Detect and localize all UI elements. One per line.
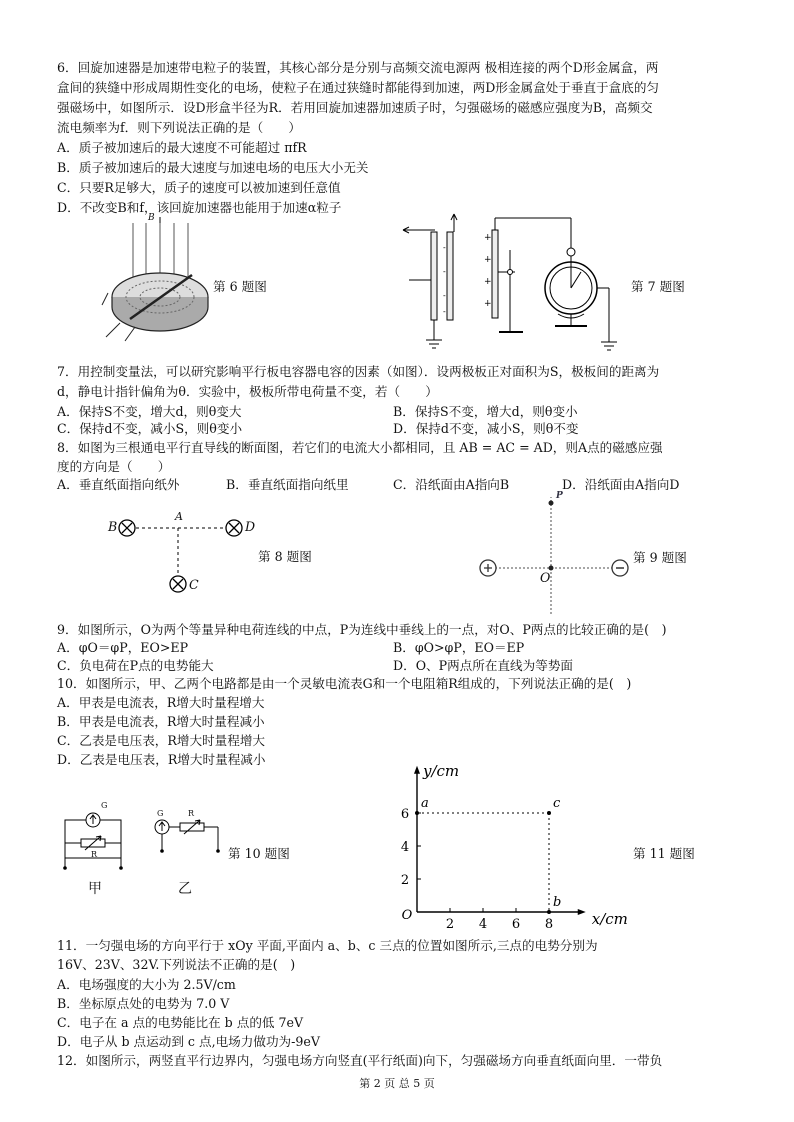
point-a bbox=[415, 811, 419, 815]
wires-figure bbox=[105, 515, 265, 595]
x-tick-label: 4 bbox=[478, 917, 488, 932]
jia-label: 甲 bbox=[88, 881, 102, 897]
svg-text:-: - bbox=[443, 307, 446, 316]
y-axis-arrow bbox=[414, 766, 420, 774]
q8-option-c: C．沿纸面由A指向B bbox=[393, 477, 510, 492]
q9-line1: 9．如图所示，O为两个等量异种电荷连线的中点，P为连线中垂线上的一点，对O、P两点的比较正确的是( ) bbox=[57, 622, 667, 637]
cyclotron-b-label: B bbox=[148, 213, 155, 223]
jia-r-label: R bbox=[91, 850, 98, 859]
svg-text:-: - bbox=[443, 243, 446, 252]
q11-line1: 11．一匀强电场的方向平行于 xOy 平面,平面内 a、b、c 三点的位置如图所示,三点的电势分别为 bbox=[57, 938, 598, 953]
x-tick-label: 2 bbox=[445, 917, 455, 932]
svg-text:-: - bbox=[443, 291, 446, 300]
q10-option-d: D．乙表是电压表，R增大时量程减小 bbox=[57, 752, 266, 767]
x-axis-arrow bbox=[578, 909, 586, 915]
q7-option-b: B．保持S不变，增大d，则θ变小 bbox=[393, 404, 578, 419]
q11-option-a: A．电场强度的大小为 2.5V/cm bbox=[57, 977, 236, 992]
fig11-caption: 第 11 题图 bbox=[633, 846, 695, 861]
svg-text:+: + bbox=[484, 299, 492, 309]
wire-c-label: C bbox=[189, 577, 199, 592]
q9-option-c: C．负电荷在P点的电势能大 bbox=[57, 658, 214, 673]
q6-line3: 强磁场中，如图所示．设D形盒半径为R．若用回旋加速器加速质子时，匀强磁场的磁感应强度为B，高频交 bbox=[57, 100, 653, 115]
q11-option-d: D．电子从 b 点运动到 c 点,电场力做功为-9eV bbox=[57, 1034, 320, 1049]
cyclotron-figure bbox=[100, 215, 215, 345]
q9-option-d: D．O、P两点所在直线为等势面 bbox=[393, 658, 574, 673]
x-axis-label: x/cm bbox=[591, 910, 628, 928]
q6-line4: 流电频率为f．则下列说法正确的是（ ） bbox=[57, 120, 301, 135]
point-o-label: O bbox=[540, 570, 551, 585]
y-tick-label: 6 bbox=[400, 807, 410, 822]
point-p-label: P bbox=[556, 491, 563, 501]
q8-line2: 度的方向是（ ） bbox=[57, 459, 171, 474]
svg-text:+: + bbox=[484, 233, 492, 243]
fig7-caption: 第 7 题图 bbox=[631, 279, 685, 294]
origin-label: O bbox=[401, 908, 413, 923]
q7-line1: 7．用控制变量法，可以研究影响平行板电容器电容的因素（如图）．设两极板正对面积为S，极板间的距离为 bbox=[57, 364, 660, 379]
q6-option-c: C．只要R足够大，质子的速度可以被加速到任意值 bbox=[57, 180, 341, 195]
q9-option-a: A．φO＝φP，EO>EP bbox=[57, 640, 189, 655]
q10-option-a: A．甲表是电流表，R增大时量程增大 bbox=[57, 695, 265, 710]
q10-line1: 10．如图所示，甲、乙两个电路都是由一个灵敏电流表G和一个电阻箱R组成的，下列说法正确的是( ) bbox=[57, 676, 632, 691]
point-label-b: b bbox=[553, 895, 562, 910]
ammeter-circuit-figure bbox=[55, 808, 130, 870]
y-tick-label: 2 bbox=[400, 873, 410, 888]
point-b bbox=[547, 910, 551, 914]
fig9-caption: 第 9 题图 bbox=[633, 550, 687, 565]
wire-d-label: D bbox=[245, 519, 256, 534]
point-label-a: a bbox=[421, 796, 429, 811]
y-axis-label: y/cm bbox=[423, 761, 460, 780]
q7-option-c: C．保持d不变，减小S，则θ变小 bbox=[57, 421, 243, 436]
yi-r-label: R bbox=[188, 809, 195, 818]
q8-option-a: A．垂直纸面指向纸外 bbox=[57, 477, 180, 492]
x-tick-label: 6 bbox=[511, 917, 521, 932]
q7-option-a: A．保持S不变，增大d，则θ变大 bbox=[57, 404, 242, 419]
q11-line2: 16V、23V、32V.下列说法不正确的是( ) bbox=[57, 957, 296, 972]
svg-text:+: + bbox=[484, 255, 492, 265]
point-c bbox=[547, 811, 551, 815]
y-tick-label: 4 bbox=[400, 840, 410, 855]
q10-option-b: B．甲表是电流表，R增大时量程减小 bbox=[57, 714, 265, 729]
fig8-caption: 第 8 题图 bbox=[258, 549, 312, 564]
yi-label: 乙 bbox=[178, 881, 192, 897]
q6-line1: 6．回旋加速器是加速带电粒子的装置，其核心部分是分别与高频交流电源两 极相连接的两个D形金属盒，两 bbox=[57, 60, 659, 75]
q6-option-a: A．质子被加速后的最大速度不可能超过 πfR bbox=[57, 140, 307, 155]
jia-g-label: G bbox=[101, 801, 108, 810]
q11-option-b: B．坐标原点处的电势为 7.0 V bbox=[57, 996, 230, 1011]
q10-option-c: C．乙表是电压表，R增大时量程增大 bbox=[57, 733, 266, 748]
capacitor-electroscope-figure bbox=[395, 210, 625, 355]
point-label-c: c bbox=[553, 796, 561, 811]
q8-option-d: D．沿纸面由A指向D bbox=[562, 477, 680, 492]
wire-b-label: B bbox=[108, 519, 118, 534]
q12-line1: 12．如图所示，两竖直平行边界内，匀强电场方向竖直(平行纸面)向下，匀强磁场方向垂直纸面向里．一带负 bbox=[57, 1053, 663, 1068]
q8-option-b: B．垂直纸面指向纸里 bbox=[226, 477, 349, 492]
q6-option-b: B．质子被加速后的最大速度与加速电场的电压大小无关 bbox=[57, 160, 369, 175]
fig6-caption: 第 6 题图 bbox=[213, 279, 267, 294]
q7-option-d: D．保持d不变，减小S，则θ不变 bbox=[393, 421, 579, 436]
x-tick-label: 8 bbox=[544, 917, 554, 932]
svg-text:+: + bbox=[484, 277, 492, 287]
q9-option-b: B．φO>φP，EO＝EP bbox=[393, 640, 525, 655]
page-footer: 第 2 页 总 5 页 bbox=[359, 1077, 435, 1090]
svg-text:-: - bbox=[443, 267, 446, 276]
q11-option-c: C．电子在 a 点的电势能比在 b 点的低 7eV bbox=[57, 1015, 304, 1030]
q7-line2: d，静电计指针偏角为θ．实验中，极板所带电荷量不变，若（ ） bbox=[57, 384, 438, 399]
fig10-caption: 第 10 题图 bbox=[228, 846, 290, 861]
q6-line2: 盒间的狭缝中形成周期性变化的电场，使粒子在通过狭缝时都能得到加速，两D形金属盒处于垂直于盒底的匀 bbox=[57, 80, 660, 95]
dipole-figure bbox=[475, 492, 635, 617]
q6-option-d: D．不改变B和f，该回旋加速器也能用于加速α粒子 bbox=[57, 200, 342, 215]
point-a-label: A bbox=[175, 510, 183, 523]
q8-line1: 8．如图为三根通电平行直导线的断面图，若它们的电流大小都相同，且 AB = AC = AD，则A点的磁感应强 bbox=[57, 440, 663, 455]
coordinate-chart bbox=[380, 762, 630, 937]
yi-g-label: G bbox=[157, 809, 164, 818]
